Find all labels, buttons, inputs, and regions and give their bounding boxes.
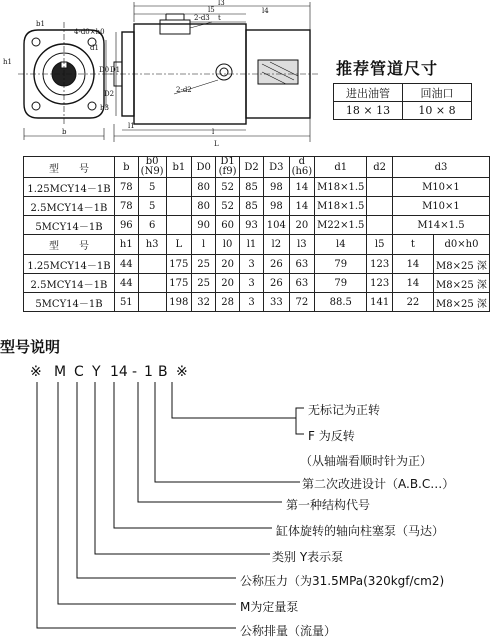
table-cell: 79 bbox=[315, 255, 367, 274]
spec-h1-c4: D0 bbox=[192, 157, 216, 178]
spec-row-2-2 bbox=[24, 293, 490, 312]
legend-item-displacement: 公称排量（流量） bbox=[240, 624, 337, 638]
legend-item-second-improvement: 第二次改进设计（A.B.C…） bbox=[302, 477, 455, 491]
table-cell: M14×1.5 bbox=[392, 216, 489, 235]
spec-table bbox=[23, 156, 490, 312]
table-cell: 175 bbox=[166, 255, 191, 274]
table-cell: 72 bbox=[289, 293, 315, 312]
table-cell: 20 bbox=[216, 255, 240, 274]
spec-h2-c5: l0 bbox=[216, 235, 240, 255]
code-char: ※ bbox=[30, 364, 42, 380]
table-cell: M18×1.5 bbox=[315, 178, 367, 197]
dim-d3: 2-d3 bbox=[194, 14, 210, 22]
spec-row-1-0 bbox=[24, 178, 490, 197]
spec-h2-c12: d0×h0 bbox=[433, 235, 489, 255]
table-cell: 5MCY14－1B bbox=[24, 216, 115, 235]
code-char: 14 bbox=[110, 364, 128, 380]
table-cell: 93 bbox=[239, 216, 263, 235]
table-cell: 33 bbox=[264, 293, 289, 312]
dim-l4: l4 bbox=[262, 7, 269, 15]
pump-dimension-drawing bbox=[0, 0, 330, 150]
table-cell: 90 bbox=[192, 216, 216, 235]
table-cell: 14 bbox=[289, 197, 315, 216]
table-cell bbox=[166, 216, 191, 235]
table-cell: 3 bbox=[239, 255, 263, 274]
spec-row-1-1 bbox=[24, 197, 490, 216]
table-cell: 51 bbox=[114, 293, 138, 312]
table-cell: 141 bbox=[367, 293, 392, 312]
spec-h1-c11: d3 bbox=[392, 157, 489, 178]
table-cell: M18×1.5 bbox=[315, 197, 367, 216]
recommended-pipe-title: 推荐管道尺寸 bbox=[336, 59, 439, 78]
table-cell: 52 bbox=[216, 197, 240, 216]
table-cell: 5MCY14－1B bbox=[24, 293, 115, 312]
table-cell: M10×1 bbox=[392, 197, 489, 216]
spec-h2-c8: l3 bbox=[289, 235, 315, 255]
table-cell: 1.25MCY14－1B bbox=[24, 178, 115, 197]
table-cell: 20 bbox=[216, 274, 240, 293]
spec-h2-c1: h1 bbox=[114, 235, 138, 255]
table-cell: 28 bbox=[216, 293, 240, 312]
spec-h2-c4: l bbox=[192, 235, 216, 255]
code-char: M bbox=[54, 364, 67, 380]
legend-item-category: 类别 Y表示泵 bbox=[272, 550, 344, 564]
spec-h2-c10: l5 bbox=[367, 235, 392, 255]
table-cell: 78 bbox=[114, 197, 138, 216]
spec-h1-c0: 型 号 bbox=[24, 157, 115, 178]
table-cell bbox=[138, 293, 166, 312]
table-cell: 3 bbox=[239, 274, 263, 293]
table-cell: M8×25 深 bbox=[433, 293, 489, 312]
code-char: 1 bbox=[144, 364, 153, 380]
table-cell bbox=[166, 178, 191, 197]
table-cell: 85 bbox=[239, 178, 263, 197]
table-cell: 14 bbox=[289, 178, 315, 197]
code-char: C bbox=[74, 364, 84, 380]
table-cell: 2.5MCY14－1B bbox=[24, 274, 115, 293]
table-cell: 44 bbox=[114, 255, 138, 274]
table-cell: M8×25 深 bbox=[433, 274, 489, 293]
table-cell: 88.5 bbox=[315, 293, 367, 312]
table-cell: 32 bbox=[192, 293, 216, 312]
spec-h2-c9: l4 bbox=[315, 235, 367, 255]
table-cell: 123 bbox=[367, 274, 392, 293]
table-cell: 80 bbox=[192, 197, 216, 216]
spec-row-2-0 bbox=[24, 255, 490, 274]
dim-d0h0: 4-d0×h0 bbox=[74, 28, 105, 36]
legend-item-pump-type: 缸体旋转的轴向柱塞泵（马达） bbox=[276, 524, 445, 538]
spec-h2-c0: 型 号 bbox=[24, 235, 115, 255]
table-cell: 98 bbox=[264, 197, 289, 216]
spec-h1-c8: d (h6) bbox=[289, 157, 315, 178]
table-cell: 1.25MCY14－1B bbox=[24, 255, 115, 274]
spec-h1-c6: D2 bbox=[239, 157, 263, 178]
code-char: Y bbox=[92, 364, 101, 380]
table-cell: 25 bbox=[192, 255, 216, 274]
code-char: ※ bbox=[176, 364, 188, 380]
table-cell: M10×1 bbox=[392, 178, 489, 197]
bolt-hole-bl bbox=[32, 102, 40, 110]
dim-h3: h3 bbox=[100, 104, 109, 112]
code-char: - bbox=[132, 364, 138, 380]
dim-h1: h1 bbox=[3, 58, 12, 66]
dim-L: L bbox=[214, 140, 219, 148]
dim-l5: l5 bbox=[208, 6, 215, 14]
table-cell: 79 bbox=[315, 274, 367, 293]
spec-h1-c1: b bbox=[114, 157, 138, 178]
spec-h2-c6: l1 bbox=[239, 235, 263, 255]
spec-h2-c11: t bbox=[392, 235, 433, 255]
dim-l: l bbox=[212, 128, 215, 136]
table-cell: M8×25 深 bbox=[433, 255, 489, 274]
side-port bbox=[216, 64, 232, 80]
table-cell bbox=[367, 178, 392, 197]
table-cell bbox=[367, 216, 392, 235]
port-thread bbox=[166, 14, 184, 20]
legend-item-reverse: F 为反转 bbox=[308, 429, 355, 443]
table-cell: 175 bbox=[166, 274, 191, 293]
rec-header-return: 回油口 bbox=[403, 84, 472, 102]
dim-l1: l1 bbox=[128, 122, 135, 130]
recommended-pipe-table bbox=[333, 83, 472, 120]
port-boss bbox=[160, 20, 190, 34]
spec-header-1 bbox=[24, 157, 490, 178]
table-cell: 123 bbox=[367, 255, 392, 274]
table-cell: 104 bbox=[264, 216, 289, 235]
table-cell: 5 bbox=[138, 178, 166, 197]
table-cell: 80 bbox=[192, 178, 216, 197]
table-cell: 63 bbox=[289, 274, 315, 293]
code-char: B bbox=[158, 364, 168, 380]
legend-item-fixed-pump: M为定量泵 bbox=[240, 600, 299, 614]
legend-item-forward: 无标记为正转 bbox=[308, 403, 381, 417]
table-cell: M22×1.5 bbox=[315, 216, 367, 235]
rec-value-inlet: 18 × 13 bbox=[334, 102, 403, 120]
table-cell: 96 bbox=[114, 216, 138, 235]
spec-h1-c10: d2 bbox=[367, 157, 392, 178]
spec-h1-c7: D3 bbox=[264, 157, 289, 178]
table-cell: 63 bbox=[289, 255, 315, 274]
dim-d2: 2-d2 bbox=[176, 86, 192, 94]
table-cell: 44 bbox=[114, 274, 138, 293]
table-cell: 60 bbox=[216, 216, 240, 235]
spec-h2-c2: h3 bbox=[138, 235, 166, 255]
spec-h2-c3: L bbox=[166, 235, 191, 255]
table-cell: 22 bbox=[392, 293, 433, 312]
table-cell bbox=[367, 197, 392, 216]
spec-row-1-2 bbox=[24, 216, 490, 235]
spec-h2-c7: l2 bbox=[264, 235, 289, 255]
spec-h1-c9: d1 bbox=[315, 157, 367, 178]
dim-b1: b1 bbox=[36, 20, 45, 28]
table-cell: 198 bbox=[166, 293, 191, 312]
bolt-hole-tl bbox=[32, 38, 40, 46]
bolt-hole-br bbox=[88, 102, 96, 110]
table-cell: 14 bbox=[392, 255, 433, 274]
dim-l3: l3 bbox=[218, 0, 225, 7]
dim-t: t bbox=[218, 14, 221, 22]
table-cell bbox=[166, 197, 191, 216]
dim-D1: D1 bbox=[110, 66, 121, 74]
table-cell: 78 bbox=[114, 178, 138, 197]
dim-D0: D0 bbox=[99, 66, 110, 74]
rec-header-inlet: 进出油管 bbox=[334, 84, 403, 102]
spec-h1-c5: D1 (f9) bbox=[216, 157, 240, 178]
spec-h1-c3: b1 bbox=[166, 157, 191, 178]
table-cell: 52 bbox=[216, 178, 240, 197]
table-cell bbox=[138, 255, 166, 274]
table-cell: 25 bbox=[192, 274, 216, 293]
legend-item-clockwise-note: （从轴端看顺时针为正） bbox=[300, 454, 433, 468]
table-cell: 14 bbox=[392, 274, 433, 293]
table-cell: 20 bbox=[289, 216, 315, 235]
legend-item-structure-code: 第一种结构代号 bbox=[286, 498, 371, 512]
spec-h1-c2: b0 (N9) bbox=[138, 157, 166, 178]
dim-b: b bbox=[62, 128, 67, 136]
table-cell: 2.5MCY14－1B bbox=[24, 197, 115, 216]
table-cell: 85 bbox=[239, 197, 263, 216]
spec-header-2 bbox=[24, 235, 490, 255]
table-cell bbox=[138, 274, 166, 293]
table-cell: 3 bbox=[239, 293, 263, 312]
spec-row-2-1 bbox=[24, 274, 490, 293]
dim-D2: D2 bbox=[104, 90, 115, 98]
table-cell: 6 bbox=[138, 216, 166, 235]
table-cell: 26 bbox=[264, 255, 289, 274]
table-cell: 5 bbox=[138, 197, 166, 216]
table-cell: 98 bbox=[264, 178, 289, 197]
table-cell: 26 bbox=[264, 274, 289, 293]
legend-item-pressure: 公称压力（为31.5MPa(320kgf/cm2) bbox=[240, 574, 445, 588]
model-legend-title: 型号说明 bbox=[0, 338, 61, 356]
rec-value-return: 10 × 8 bbox=[403, 102, 472, 120]
dim-d1: d1 bbox=[90, 44, 99, 52]
